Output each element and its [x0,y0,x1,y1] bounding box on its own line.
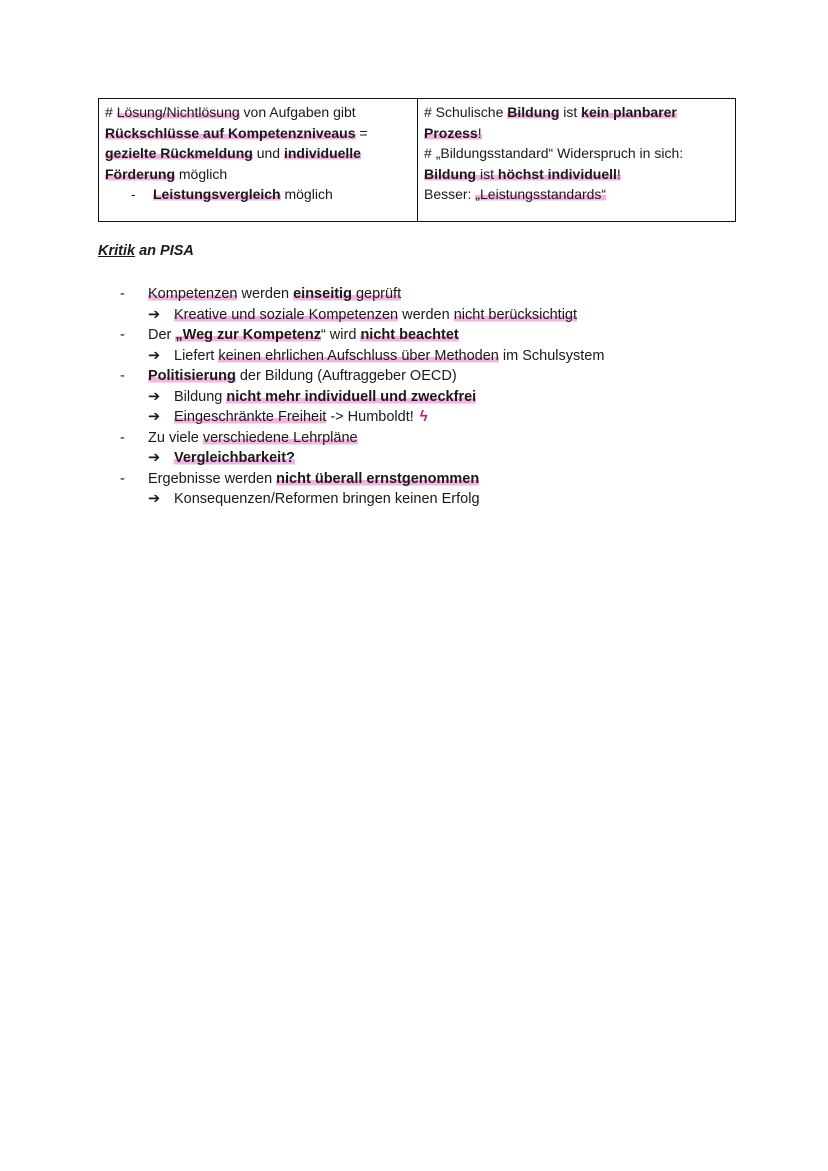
list-subitem [120,387,604,408]
table-left-subitem [105,184,411,205]
highlighted-text: Kreative und soziale Kompetenzen [174,306,399,323]
text: -> Humboldt! [326,409,414,425]
list-item [120,366,604,387]
highlighted-bold-text: Förderung [105,165,175,182]
summary-table [98,98,736,222]
text: ist [476,165,498,182]
highlighted-bold-text: nicht überall ernstgenommen [276,470,480,487]
highlighted-text: verschiedene Lehrpläne [202,429,358,446]
list-subitem [120,448,604,469]
list-item [120,325,604,346]
heading-underlined-text: Kritik [98,243,136,259]
table-left-line-3 [105,143,411,164]
table-cell-left [99,99,418,221]
text: werden [237,286,294,302]
text: # [424,145,436,161]
text: ist [559,104,582,120]
lightning-icon: ϟ [419,408,428,425]
highlighted-bold-text: Politisierung [148,368,236,384]
text: ! [616,165,621,182]
highlighted-bold-text: Vergleichbarkeit? [174,450,295,466]
text: Ergebnisse werden [148,470,277,487]
list-subitem [120,489,604,510]
text: Der [148,327,176,343]
highlighted-bold-text: höchst individuell [497,165,617,182]
text: ! [477,124,482,141]
highlighted-bold-text: einseitig [293,286,352,302]
dash-bullet: - [120,429,125,446]
highlighted-bold-text: Bildung [424,165,477,182]
text: der Bildung (Auftraggeber OECD) [235,368,457,384]
arrow-icon: ➔ [148,409,161,425]
text: Widerspruch in sich: [553,145,684,161]
text: = [355,124,368,141]
list-item [120,284,604,305]
dash-bullet: - [120,286,125,302]
highlighted-text: geprüft [351,286,402,302]
text: Zu viele [148,429,203,446]
highlighted-bold-text: nicht mehr [226,388,301,405]
text: im Schulsystem [498,347,605,364]
dash-bullet: - [120,470,125,487]
dash-bullet: - [131,186,136,202]
arrow-icon: ➔ [148,306,161,323]
text: Konsequenzen/Reformen bringen keinen Erfolg [174,491,480,507]
table-cell-right [418,99,735,221]
text: und [252,145,284,161]
text: Besser: [424,186,476,202]
table-left-line-1 [105,102,411,123]
arrow-icon: ➔ [148,491,161,507]
text: „Bildungsstandard“ [435,145,554,161]
text: # Schulische [424,104,508,120]
highlighted-bold-text: Bildung [507,104,560,120]
highlighted-bold-text: gezielte Rückmeldung [105,145,253,161]
table-right-line-1 [424,102,729,123]
table-right-line-5 [424,184,729,205]
text: möglich [280,186,333,202]
table-right-line-3 [424,143,729,164]
highlighted-bold-text: „Weg zur Kompetenz [175,327,321,343]
heading-text: an PISA [135,243,194,259]
list-subitem [120,407,604,428]
table-right-line-2 [424,123,729,144]
text: # [105,104,117,120]
highlighted-bold-text: Prozess [424,124,478,141]
highlighted-text: „Leistungsstandards“ [475,186,607,202]
text: Bildung [174,388,227,405]
arrow-icon: ➔ [148,450,161,466]
text: werden [398,306,454,323]
highlighted-text: Eingeschränkte Freiheit [174,409,327,425]
highlighted-text: Kompetenzen [148,286,238,302]
highlighted-bold-text: Rückschlüsse auf Kompetenzniveaus [105,124,356,141]
text [301,389,305,405]
list-subitem [120,346,604,367]
list-subitem [120,305,604,326]
highlighted-bold-text: kein planbarer [581,104,677,120]
text: “ wird [320,327,361,343]
text: von Aufgaben gibt [239,104,356,120]
highlighted-text: nicht berücksichtigt [453,306,578,323]
arrow-icon: ➔ [148,347,161,364]
highlighted-bold-text: individuell und zweckfrei [304,388,477,405]
table-left-line-4 [105,164,411,185]
table-left-line-2 [105,123,411,144]
text: Liefert [174,347,219,364]
highlighted-bold-text: nicht beachtet [360,327,459,343]
highlighted-text: Lösung/Nichtlösung [116,104,240,120]
highlighted-bold-text: Leistungsvergleich [153,186,281,202]
section-heading [98,243,194,259]
arrow-icon: ➔ [148,388,161,405]
dash-bullet: - [120,327,125,343]
highlighted-bold-text: individuelle [283,145,361,161]
dash-bullet: - [120,368,125,384]
list-item [120,428,604,449]
critique-list [120,284,604,510]
list-item [120,469,604,490]
text: möglich [175,165,228,182]
table-right-line-4 [424,164,729,185]
highlighted-text: keinen ehrlichen Aufschluss über Methoden [218,347,499,364]
